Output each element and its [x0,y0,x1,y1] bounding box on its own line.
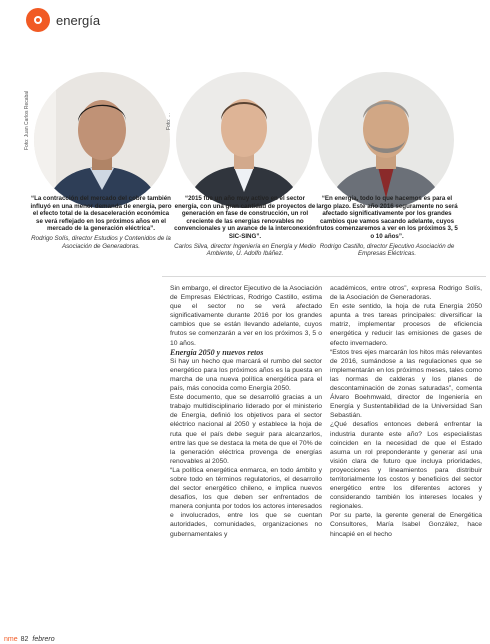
paragraph: ¿Qué desafíos entonces deberá enfrentar la industria durante este año? Los especialistas coinciden en la necesidad de que el Estado asuma un rol preponderante y generar así una visión clara de futuro que incluya prioridades, proyecciones y lineamientos para distribuir territorialmente los costos y beneficios del sector energético entre los diferentes actores y considerando también los intereses locales y regionales. [330,421,482,511]
paragraph: Por su parte, la gerente general de Energética Consultores, María Isabel González, hace hincapié en el hecho [330,512,482,538]
section-header [26,8,100,32]
article-subheading: Energía 2050 y nuevos retos [170,347,264,357]
issue-month: febrero [32,635,55,643]
section-divider [162,276,486,277]
page-number: 82 [20,635,29,643]
photo-credit: Foto: ... [166,113,172,130]
page-footer [4,634,55,644]
footer-brand: nme [4,635,18,643]
paragraph: En este sentido, la hoja de ruta Energía 2050 apunta a tres tareas principales: diversificar la matriz, implementar procesos de eficiencia energética y reducir las emisiones de gases de efecto invernadero. [330,303,482,347]
portrait-photo-1 [34,72,170,208]
quote-block-2 [174,195,316,258]
portrait-photo-2 [176,72,312,208]
quote-text: “La contracción del mercado del cobre también influyó en una menor demanda de energía, pero el efecto total de la desaceleración económica se verá reflejado en los próximos años en el mercado de la generación eléctrica”. [30,195,172,233]
portrait-photo-3 [318,72,454,208]
quote-author: Rodrigo Solís, director Estudios y Contenidos de la Asociación de Generadoras. [31,234,171,250]
quote-block-3 [316,195,458,258]
brand-logo [26,8,50,32]
paragraph: académicos, entre otros”, expresa Rodrigo Solís, de la Asociación de Generadoras. [330,285,482,302]
quote-text: “En energía, todo lo que hacemos es para el largo plazo. Este año 2016 seguramente no será afectado significativamente por los grandes cambios que vamos sacando adelante, cuyos frutos comenzaremos a ver en los próximos 3, 5 o 10 años”. [316,195,458,240]
section-title: energía [56,12,101,28]
paragraph: Sin embargo, el director Ejecutivo de la Asociación de Empresas Eléctricas, Rodrigo Castillo, estima que el sector no se verá afectado significativamente durante 2016 por los grandes cambios que se están llevando adelante, cuyos frutos se comenzarán a ver en los próximos 3, 5 o 10 años. [170,285,322,347]
paragraph: Este documento, que se desarrolló gracias a un trabajo multidisciplinario liderado por el ministerio de Energía, definió los objetivos para el sector eléctrico nacional al 2050 y establece la hoja de ruta que el país debe seguir para alcanzarlos, entre las que se destaca la meta de que el 70% de la generación eléctrica provenga de energías renovables al 2050. [170,394,322,465]
quote-text: “2015 fue un año muy activo en el sector energía, con una gran cantidad de proyectos de generación en fase de construcción, un rol creciente de las energías renovables no convencionales y un avance de la interconexión SIC-SING”. [174,195,316,240]
paragraph: “Estos tres ejes marcarán los hitos más relevantes de 2016, sumándose a las regulaciones que se implementarán en los próximos meses, tales como las normas de calderas y los planes de descontaminación de zonas saturadas”, comenta Álvaro Boehmwald, director de Ingeniería en Energía y Sustentabilidad de la Universidad San Sebastián. [330,348,482,420]
paragraph: “La política energética enmarca, en todo ámbito y sobre todo en términos regulatorios, el desarrollo del sector energético chileno, e implica nuevos desafíos, los que deben ser enfrentados de manera conjunta por todos los actores interesados e involucrados, entre los que se cuentan autoridades, comunidades, organizaciones no gubernamentales y [170,466,322,538]
paragraph: Si hay un hecho que marcará el rumbo del sector energético para los próximos años es la puesta en marcha de una nueva política energética para el país, más conocida como Energía 2050. [170,357,322,393]
quote-author: Carlos Silva, director Ingeniería en Energía y Medio Ambiente, U. Adolfo Ibáñez. [174,242,316,258]
article-column-2 [330,284,482,539]
quote-author: Rodrigo Castillo, director Ejecutivo Asociación de Empresas Eléctricas. [319,242,455,258]
article-column-1 [170,284,322,539]
quote-block-1 [30,195,172,250]
photo-credit: Foto: Juan Carlos Recabal [24,90,30,150]
